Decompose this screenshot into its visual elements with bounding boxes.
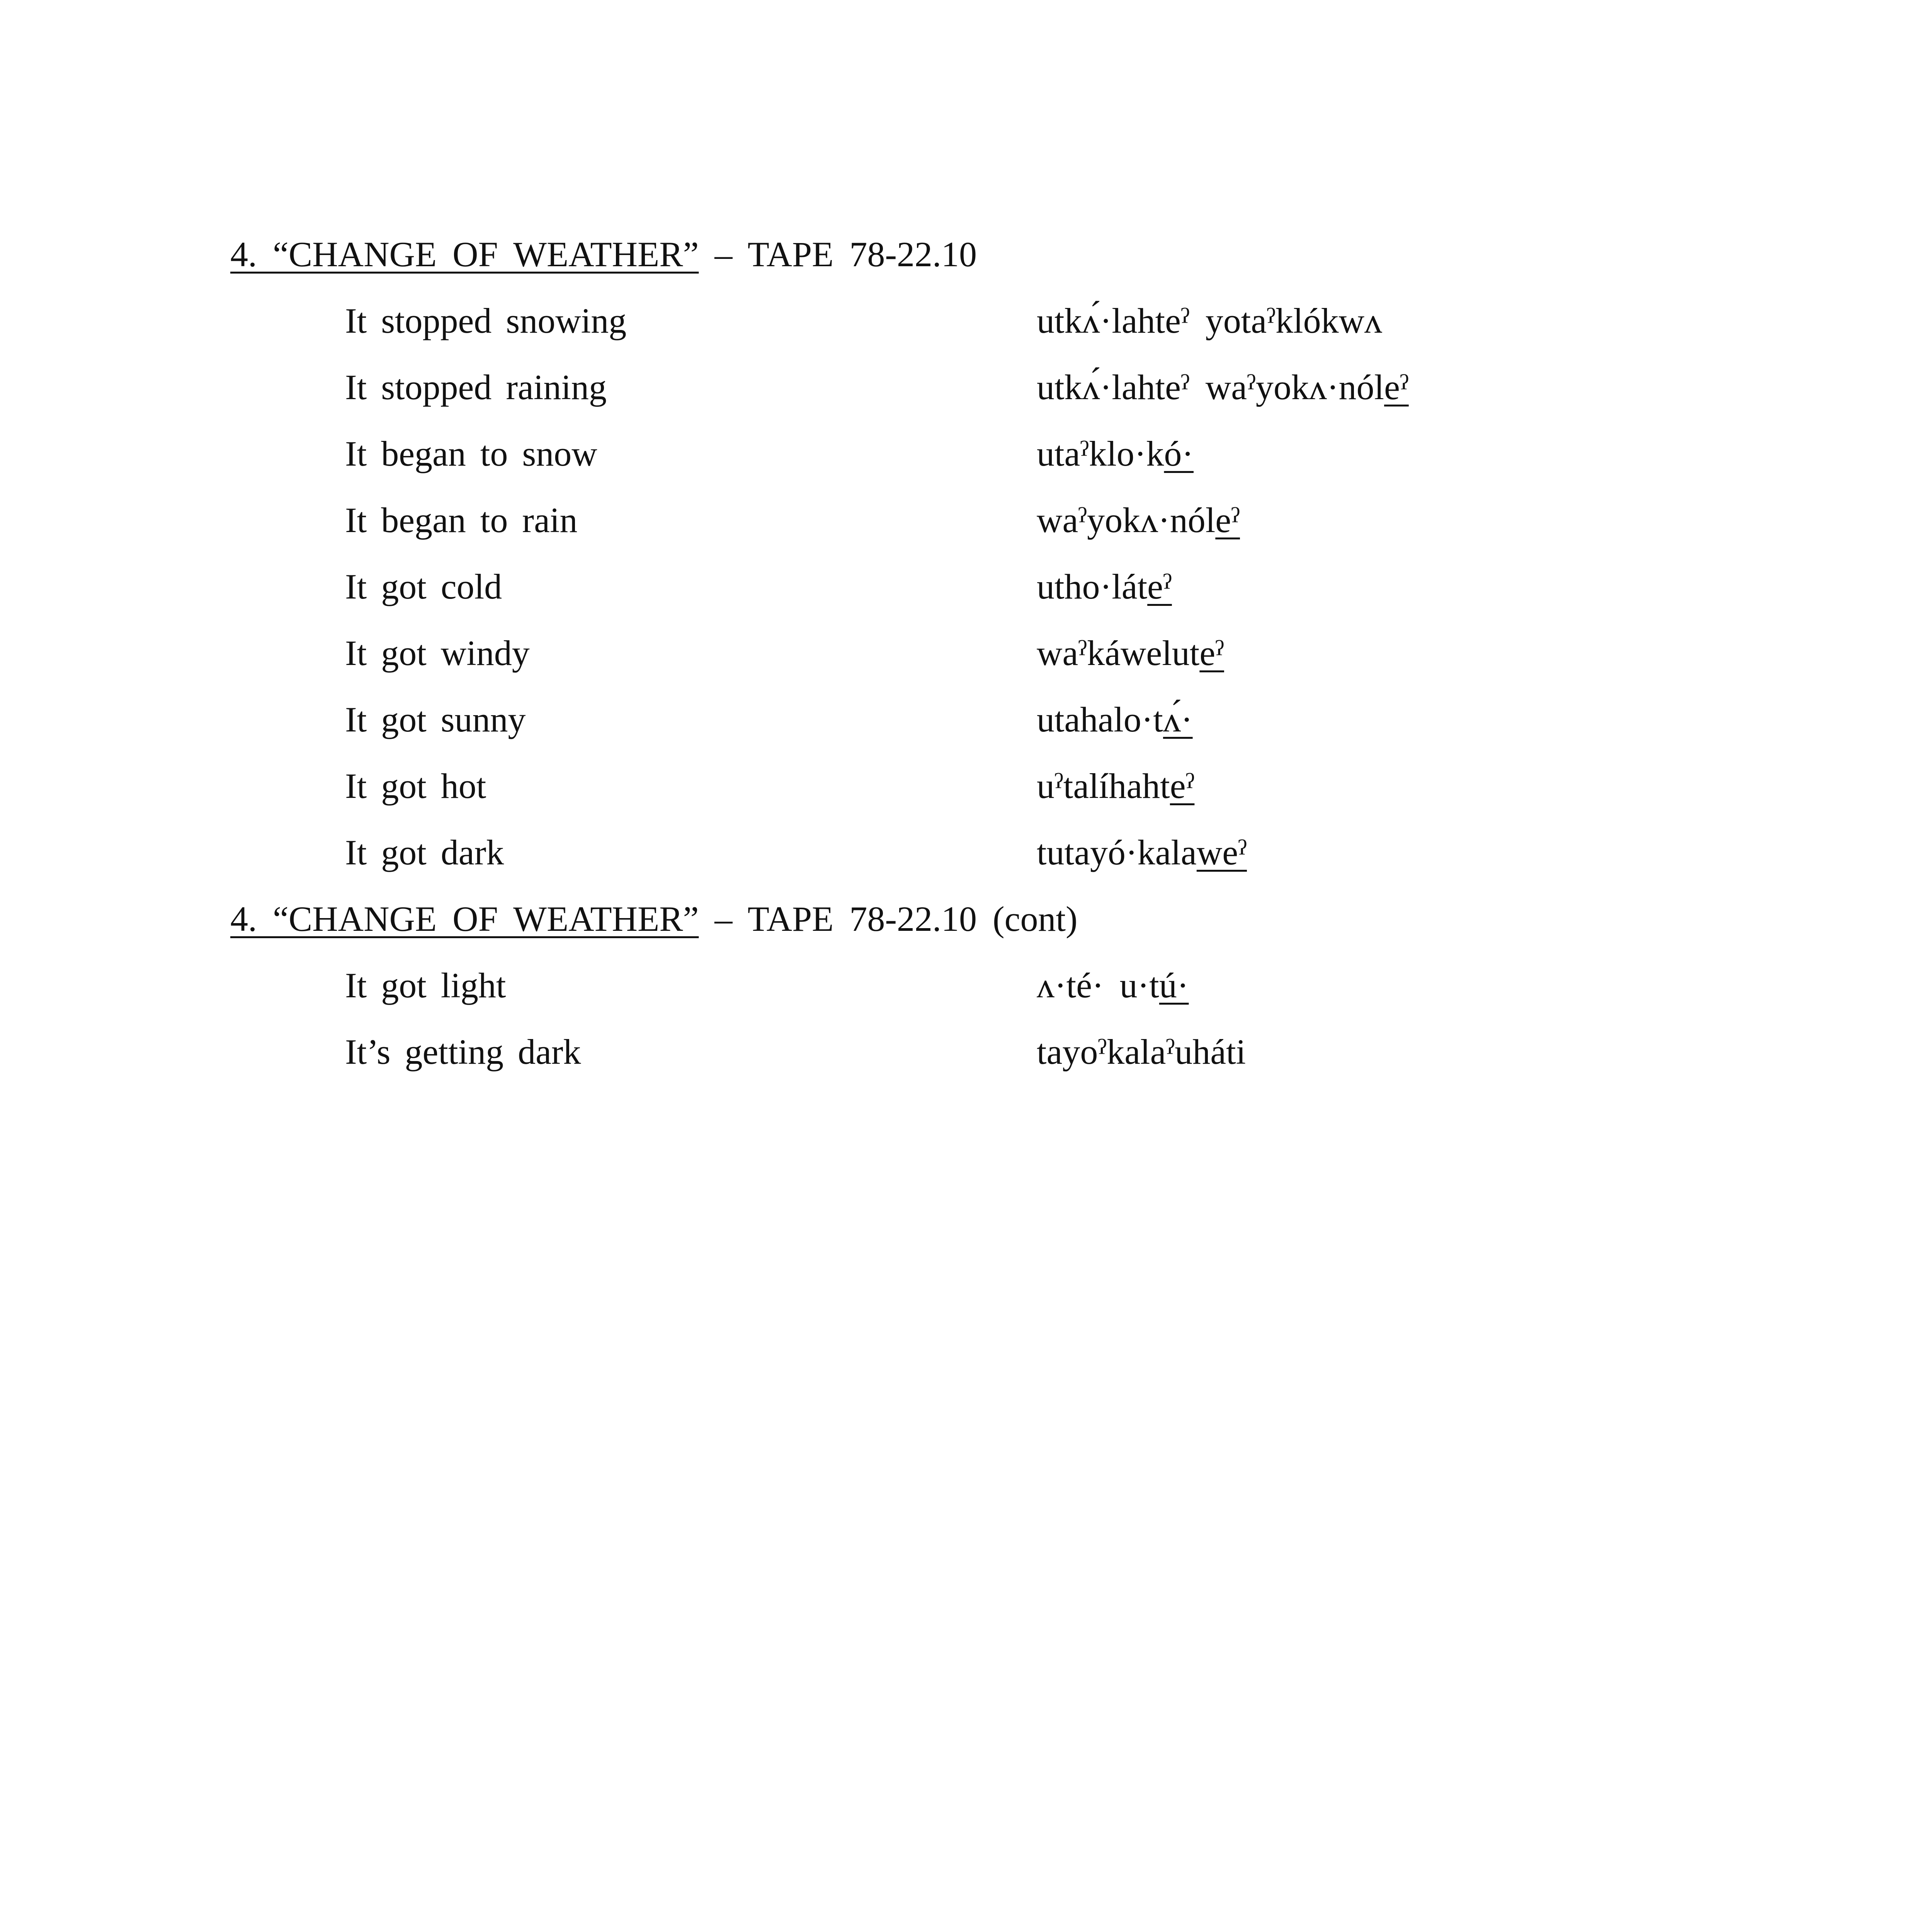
english-gloss: It got cold bbox=[345, 567, 502, 606]
vocab-row bbox=[0, 635, 1932, 682]
english-gloss: It got sunny bbox=[345, 700, 526, 739]
english-gloss: It got light bbox=[345, 966, 506, 1005]
section-heading bbox=[230, 901, 1078, 937]
english-gloss: It got dark bbox=[345, 833, 504, 872]
vocab-row bbox=[0, 768, 1932, 815]
english-gloss: It began to rain bbox=[345, 500, 578, 540]
native-form: waˀyokʌ·nóleˀ bbox=[1037, 500, 1240, 540]
native-form: uˀtalíhahteˀ bbox=[1037, 766, 1195, 806]
english-gloss: It began to snow bbox=[345, 434, 597, 473]
section-heading-tape: – TAPE 78-22.10 (cont) bbox=[699, 899, 1078, 939]
vocab-row bbox=[0, 835, 1932, 881]
section-heading-tape: – TAPE 78-22.10 bbox=[699, 235, 977, 274]
english-gloss: It got hot bbox=[345, 766, 486, 806]
vocab-row bbox=[0, 569, 1932, 615]
native-form: tutayó·kalaweˀ bbox=[1037, 833, 1247, 872]
section-heading-title: 4. “CHANGE OF WEATHER” bbox=[230, 235, 699, 274]
english-gloss: It got windy bbox=[345, 633, 530, 673]
vocab-row bbox=[0, 968, 1932, 1014]
section-heading-title: 4. “CHANGE OF WEATHER” bbox=[230, 899, 699, 939]
native-form: utaˀklo·kó· bbox=[1037, 434, 1194, 473]
vocab-row bbox=[0, 303, 1932, 349]
native-form: utkʌ́·lahteˀ yotaˀklókwʌ bbox=[1037, 301, 1383, 340]
native-form: tayoˀkalaˀuháti bbox=[1037, 1032, 1246, 1071]
vocab-row bbox=[0, 1034, 1932, 1080]
vocab-row bbox=[0, 369, 1932, 416]
native-form: waˀkáweluteˀ bbox=[1037, 633, 1224, 673]
english-gloss: It stopped snowing bbox=[345, 301, 627, 340]
vocab-row bbox=[0, 436, 1932, 482]
native-form: ʌ·té· u·tú· bbox=[1037, 966, 1189, 1005]
english-gloss: It’s getting dark bbox=[345, 1032, 581, 1071]
native-form: utkʌ́·lahteˀ waˀyokʌ·nóleˀ bbox=[1037, 367, 1409, 407]
native-form: utho·láteˀ bbox=[1037, 567, 1172, 606]
english-gloss: It stopped raining bbox=[345, 367, 607, 407]
section-heading bbox=[230, 236, 977, 272]
native-form: utahalo·tʌ́· bbox=[1037, 700, 1193, 739]
vocab-row bbox=[0, 502, 1932, 549]
vocab-row bbox=[0, 702, 1932, 748]
